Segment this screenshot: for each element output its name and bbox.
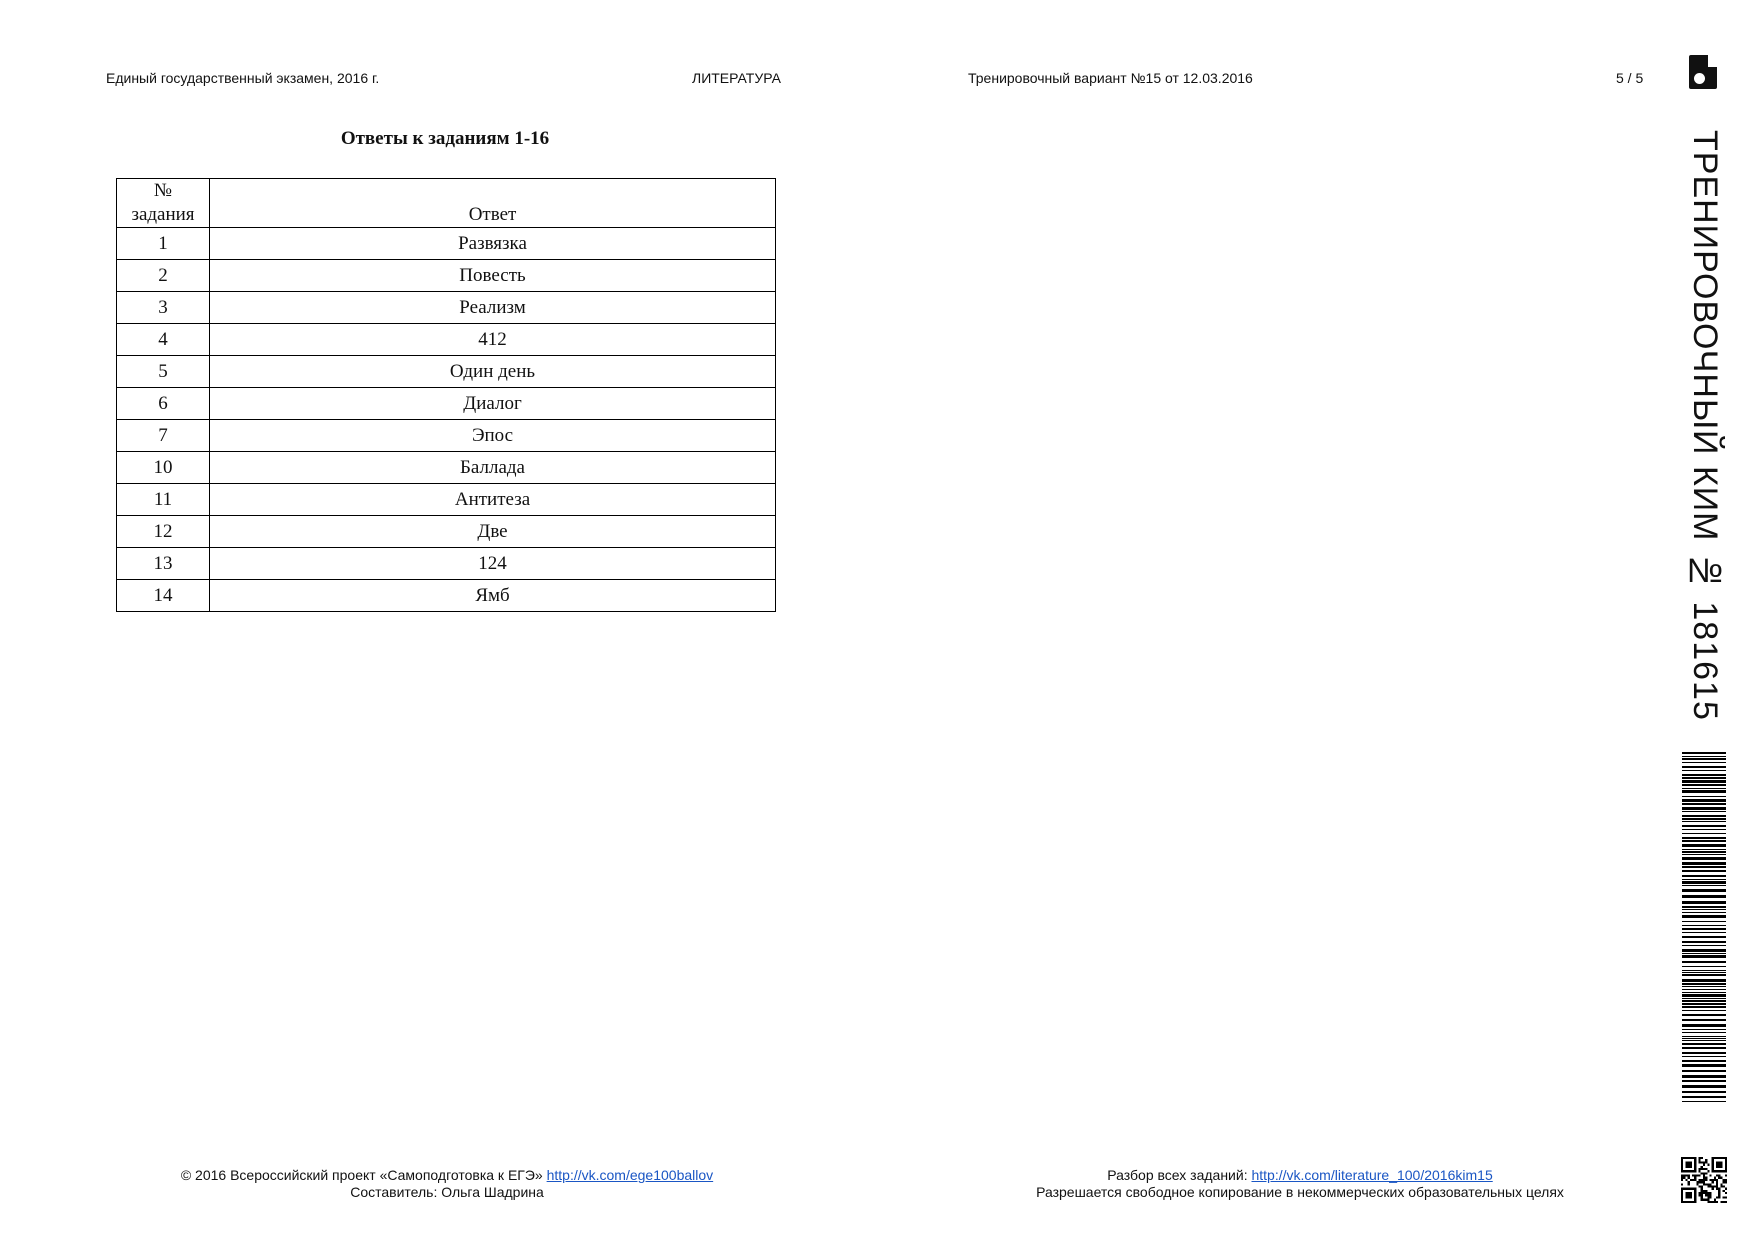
task-number-cell: 3 — [117, 292, 210, 324]
column-header-number-label: № задания — [131, 180, 195, 225]
answer-cell: Ямб — [210, 580, 776, 612]
table-row — [117, 516, 776, 548]
column-header-answer — [210, 179, 776, 228]
table-row — [117, 260, 776, 292]
table-row — [117, 484, 776, 516]
task-number-cell: 12 — [117, 516, 210, 548]
table-row — [117, 388, 776, 420]
answer-cell: 412 — [210, 324, 776, 356]
footer-copy-permission: Разрешается свободное копирование в некоммерческих образовательных целях — [1036, 1184, 1564, 1200]
answer-cell: Антитеза — [210, 484, 776, 516]
answers-table — [116, 178, 776, 612]
section-title: Ответы к заданиям 1-16 — [340, 128, 550, 149]
table-header-row — [117, 179, 776, 228]
table-row — [117, 420, 776, 452]
qr-code-icon — [1681, 1157, 1727, 1203]
answers-table-body — [117, 228, 776, 612]
task-number-cell: 11 — [117, 484, 210, 516]
answer-cell: Баллада — [210, 452, 776, 484]
footer-analysis-label: Разбор всех заданий: — [1107, 1167, 1252, 1183]
barcode-icon — [1682, 752, 1726, 1102]
page-number: 5 / 5 — [1616, 70, 1644, 86]
answer-cell: Развязка — [210, 228, 776, 260]
task-number-cell: 5 — [117, 356, 210, 388]
task-number-cell: 13 — [117, 548, 210, 580]
answer-cell: Две — [210, 516, 776, 548]
vertical-kim-title: ТРЕНИРОВОЧНЫЙ КИМ № 181615 — [1686, 130, 1724, 721]
table-row — [117, 356, 776, 388]
column-header-answer-label: Ответ — [468, 204, 517, 225]
answer-cell: Повесть — [210, 260, 776, 292]
header-exam: Единый государственный экзамен, 2016 г. — [106, 70, 380, 86]
task-number-cell: 2 — [117, 260, 210, 292]
column-header-number — [117, 179, 210, 228]
task-number-cell: 4 — [117, 324, 210, 356]
footer-analysis-link[interactable]: http://vk.com/literature_100/2016kim15 — [1251, 1167, 1493, 1183]
footer-project-link[interactable]: http://vk.com/ege100ballov — [546, 1167, 714, 1183]
answer-cell: Диалог — [210, 388, 776, 420]
table-row — [117, 580, 776, 612]
footer-left — [110, 1167, 784, 1201]
logo-icon — [1689, 55, 1717, 89]
footer-copyright: © 2016 Всероссийский проект «Самоподготовка к ЕГЭ» — [180, 1167, 547, 1183]
task-number-cell: 7 — [117, 420, 210, 452]
table-row — [117, 292, 776, 324]
table-row — [117, 548, 776, 580]
footer-author: Составитель: Ольга Шадрина — [350, 1184, 544, 1200]
answer-cell: Один день — [210, 356, 776, 388]
table-row — [117, 228, 776, 260]
task-number-cell: 6 — [117, 388, 210, 420]
answer-cell: Реализм — [210, 292, 776, 324]
header-variant: Тренировочный вариант №15 от 12.03.2016 — [968, 70, 1253, 86]
task-number-cell: 1 — [117, 228, 210, 260]
answer-cell: Эпос — [210, 420, 776, 452]
footer-right — [1000, 1167, 1600, 1201]
table-row — [117, 452, 776, 484]
table-row — [117, 324, 776, 356]
header-subject: ЛИТЕРАТУРА — [692, 70, 781, 86]
answer-cell: 124 — [210, 548, 776, 580]
task-number-cell: 14 — [117, 580, 210, 612]
task-number-cell: 10 — [117, 452, 210, 484]
